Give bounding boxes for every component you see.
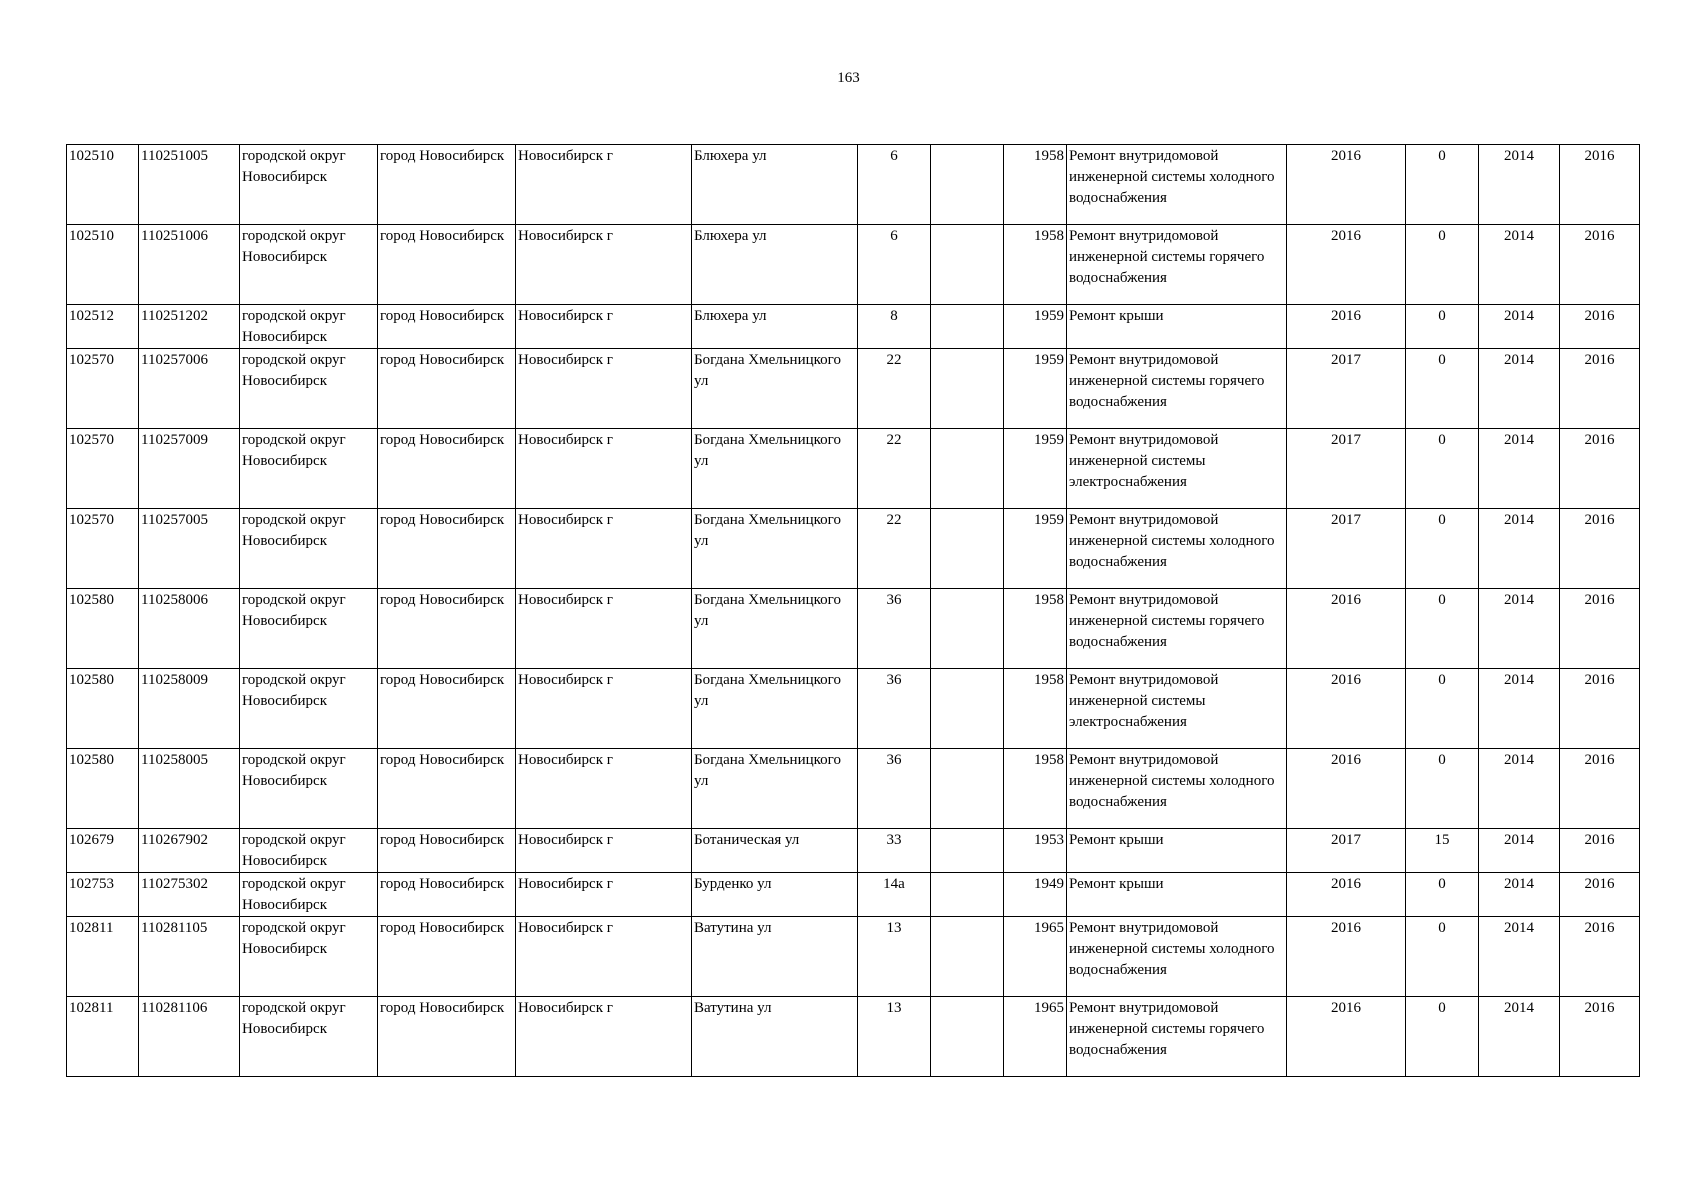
table-row xyxy=(67,749,1640,829)
house-number-cell: 22 xyxy=(858,429,931,509)
record-id-cell: 102570 xyxy=(67,509,139,589)
period-end-cell: 2016 xyxy=(1560,305,1640,349)
locality-cell: Новосибирск г xyxy=(516,829,692,873)
record-id-cell: 102811 xyxy=(67,917,139,997)
work-type-cell: Ремонт внутридомовой инженерной системы горячего водоснабжения xyxy=(1067,589,1287,669)
year-built-cell: 1958 xyxy=(1004,749,1067,829)
year-built-cell: 1959 xyxy=(1004,305,1067,349)
locality-cell: Новосибирск г xyxy=(516,225,692,305)
period-start-cell: 2014 xyxy=(1479,349,1560,429)
municipality-cell: городской округ Новосибирск xyxy=(240,145,378,225)
street-cell: Блюхера ул xyxy=(692,145,858,225)
work-type-cell: Ремонт крыши xyxy=(1067,305,1287,349)
page-number: 163 xyxy=(837,70,860,86)
settlement-cell: город Новосибирск xyxy=(378,509,516,589)
building-cell xyxy=(931,917,1004,997)
locality-cell: Новосибирск г xyxy=(516,145,692,225)
building-cell xyxy=(931,589,1004,669)
record-id-cell: 102580 xyxy=(67,669,139,749)
table-row xyxy=(67,349,1640,429)
plan-year-cell: 2017 xyxy=(1287,349,1406,429)
value-cell: 0 xyxy=(1406,669,1479,749)
municipality-cell: городской округ Новосибирск xyxy=(240,509,378,589)
settlement-cell: город Новосибирск xyxy=(378,917,516,997)
house-number-cell: 8 xyxy=(858,305,931,349)
settlement-cell: город Новосибирск xyxy=(378,589,516,669)
plan-year-cell: 2016 xyxy=(1287,305,1406,349)
house-number-cell: 13 xyxy=(858,997,931,1077)
table-row xyxy=(67,997,1640,1077)
street-cell: Богдана Хмельницкого ул xyxy=(692,749,858,829)
value-cell: 15 xyxy=(1406,829,1479,873)
value-cell: 0 xyxy=(1406,749,1479,829)
year-built-cell: 1965 xyxy=(1004,917,1067,997)
municipality-cell: городской округ Новосибирск xyxy=(240,829,378,873)
table-row xyxy=(67,145,1640,225)
locality-cell: Новосибирск г xyxy=(516,997,692,1077)
locality-cell: Новосибирск г xyxy=(516,917,692,997)
plan-year-cell: 2016 xyxy=(1287,589,1406,669)
year-built-cell: 1949 xyxy=(1004,873,1067,917)
street-cell: Блюхера ул xyxy=(692,225,858,305)
locality-cell: Новосибирск г xyxy=(516,873,692,917)
plan-year-cell: 2016 xyxy=(1287,997,1406,1077)
work-type-cell: Ремонт внутридомовой инженерной системы горячего водоснабжения xyxy=(1067,225,1287,305)
period-start-cell: 2014 xyxy=(1479,305,1560,349)
settlement-cell: город Новосибирск xyxy=(378,749,516,829)
element-code-cell: 110251202 xyxy=(139,305,240,349)
element-code-cell: 110257005 xyxy=(139,509,240,589)
value-cell: 0 xyxy=(1406,145,1479,225)
element-code-cell: 110257006 xyxy=(139,349,240,429)
settlement-cell: город Новосибирск xyxy=(378,305,516,349)
element-code-cell: 110251006 xyxy=(139,225,240,305)
year-built-cell: 1959 xyxy=(1004,349,1067,429)
period-start-cell: 2014 xyxy=(1479,225,1560,305)
year-built-cell: 1958 xyxy=(1004,669,1067,749)
building-cell xyxy=(931,225,1004,305)
work-type-cell: Ремонт внутридомовой инженерной системы холодного водоснабжения xyxy=(1067,145,1287,225)
period-end-cell: 2016 xyxy=(1560,225,1640,305)
plan-year-cell: 2017 xyxy=(1287,509,1406,589)
locality-cell: Новосибирск г xyxy=(516,429,692,509)
period-start-cell: 2014 xyxy=(1479,997,1560,1077)
plan-year-cell: 2016 xyxy=(1287,145,1406,225)
period-start-cell: 2014 xyxy=(1479,145,1560,225)
table-row xyxy=(67,669,1640,749)
street-cell: Ватутина ул xyxy=(692,997,858,1077)
municipality-cell: городской округ Новосибирск xyxy=(240,997,378,1077)
work-type-cell: Ремонт внутридомовой инженерной системы холодного водоснабжения xyxy=(1067,749,1287,829)
work-type-cell: Ремонт внутридомовой инженерной системы горячего водоснабжения xyxy=(1067,349,1287,429)
plan-year-cell: 2016 xyxy=(1287,917,1406,997)
locality-cell: Новосибирск г xyxy=(516,349,692,429)
building-cell xyxy=(931,509,1004,589)
municipality-cell: городской округ Новосибирск xyxy=(240,305,378,349)
year-built-cell: 1958 xyxy=(1004,225,1067,305)
period-end-cell: 2016 xyxy=(1560,589,1640,669)
building-cell xyxy=(931,873,1004,917)
element-code-cell: 110281106 xyxy=(139,997,240,1077)
house-number-cell: 22 xyxy=(858,349,931,429)
street-cell: Богдана Хмельницкого ул xyxy=(692,509,858,589)
settlement-cell: город Новосибирск xyxy=(378,997,516,1077)
value-cell: 0 xyxy=(1406,225,1479,305)
street-cell: Богдана Хмельницкого ул xyxy=(692,429,858,509)
period-start-cell: 2014 xyxy=(1479,917,1560,997)
record-id-cell: 102811 xyxy=(67,997,139,1077)
locality-cell: Новосибирск г xyxy=(516,589,692,669)
value-cell: 0 xyxy=(1406,589,1479,669)
table-row xyxy=(67,917,1640,997)
street-cell: Богдана Хмельницкого ул xyxy=(692,589,858,669)
table-row xyxy=(67,873,1640,917)
house-number-cell: 14а xyxy=(858,873,931,917)
element-code-cell: 110267902 xyxy=(139,829,240,873)
period-start-cell: 2014 xyxy=(1479,589,1560,669)
year-built-cell: 1959 xyxy=(1004,509,1067,589)
record-id-cell: 102512 xyxy=(67,305,139,349)
period-end-cell: 2016 xyxy=(1560,829,1640,873)
settlement-cell: город Новосибирск xyxy=(378,429,516,509)
period-start-cell: 2014 xyxy=(1479,873,1560,917)
year-built-cell: 1958 xyxy=(1004,145,1067,225)
municipality-cell: городской округ Новосибирск xyxy=(240,225,378,305)
municipality-cell: городской округ Новосибирск xyxy=(240,429,378,509)
settlement-cell: город Новосибирск xyxy=(378,225,516,305)
record-id-cell: 102510 xyxy=(67,145,139,225)
year-built-cell: 1958 xyxy=(1004,589,1067,669)
plan-year-cell: 2017 xyxy=(1287,829,1406,873)
plan-year-cell: 2017 xyxy=(1287,429,1406,509)
table-row xyxy=(67,225,1640,305)
registry-table xyxy=(66,144,1640,1077)
record-id-cell: 102679 xyxy=(67,829,139,873)
value-cell: 0 xyxy=(1406,305,1479,349)
element-code-cell: 110258009 xyxy=(139,669,240,749)
plan-year-cell: 2016 xyxy=(1287,873,1406,917)
work-type-cell: Ремонт внутридомовой инженерной системы холодного водоснабжения xyxy=(1067,509,1287,589)
period-start-cell: 2014 xyxy=(1479,669,1560,749)
settlement-cell: город Новосибирск xyxy=(378,669,516,749)
municipality-cell: городской округ Новосибирск xyxy=(240,349,378,429)
building-cell xyxy=(931,749,1004,829)
value-cell: 0 xyxy=(1406,429,1479,509)
period-end-cell: 2016 xyxy=(1560,145,1640,225)
table-row xyxy=(67,589,1640,669)
period-end-cell: 2016 xyxy=(1560,997,1640,1077)
year-built-cell: 1965 xyxy=(1004,997,1067,1077)
settlement-cell: город Новосибирск xyxy=(378,349,516,429)
building-cell xyxy=(931,145,1004,225)
street-cell: Богдана Хмельницкого ул xyxy=(692,349,858,429)
municipality-cell: городской округ Новосибирск xyxy=(240,669,378,749)
locality-cell: Новосибирск г xyxy=(516,669,692,749)
period-end-cell: 2016 xyxy=(1560,749,1640,829)
work-type-cell: Ремонт внутридомовой инженерной системы горячего водоснабжения xyxy=(1067,997,1287,1077)
plan-year-cell: 2016 xyxy=(1287,749,1406,829)
table-row xyxy=(67,429,1640,509)
building-cell xyxy=(931,829,1004,873)
record-id-cell: 102510 xyxy=(67,225,139,305)
building-cell xyxy=(931,305,1004,349)
locality-cell: Новосибирск г xyxy=(516,749,692,829)
period-end-cell: 2016 xyxy=(1560,429,1640,509)
settlement-cell: город Новосибирск xyxy=(378,829,516,873)
work-type-cell: Ремонт крыши xyxy=(1067,829,1287,873)
table-row xyxy=(67,509,1640,589)
year-built-cell: 1959 xyxy=(1004,429,1067,509)
element-code-cell: 110258006 xyxy=(139,589,240,669)
record-id-cell: 102570 xyxy=(67,349,139,429)
period-end-cell: 2016 xyxy=(1560,873,1640,917)
house-number-cell: 33 xyxy=(858,829,931,873)
settlement-cell: город Новосибирск xyxy=(378,873,516,917)
period-start-cell: 2014 xyxy=(1479,509,1560,589)
building-cell xyxy=(931,429,1004,509)
period-end-cell: 2016 xyxy=(1560,349,1640,429)
element-code-cell: 110281105 xyxy=(139,917,240,997)
record-id-cell: 102580 xyxy=(67,589,139,669)
value-cell: 0 xyxy=(1406,873,1479,917)
table-row xyxy=(67,305,1640,349)
building-cell xyxy=(931,349,1004,429)
plan-year-cell: 2016 xyxy=(1287,669,1406,749)
period-end-cell: 2016 xyxy=(1560,669,1640,749)
element-code-cell: 110251005 xyxy=(139,145,240,225)
locality-cell: Новосибирск г xyxy=(516,509,692,589)
plan-year-cell: 2016 xyxy=(1287,225,1406,305)
element-code-cell: 110257009 xyxy=(139,429,240,509)
record-id-cell: 102753 xyxy=(67,873,139,917)
house-number-cell: 36 xyxy=(858,589,931,669)
record-id-cell: 102580 xyxy=(67,749,139,829)
settlement-cell: город Новосибирск xyxy=(378,145,516,225)
municipality-cell: городской округ Новосибирск xyxy=(240,917,378,997)
table-row xyxy=(67,829,1640,873)
value-cell: 0 xyxy=(1406,349,1479,429)
street-cell: Бурденко ул xyxy=(692,873,858,917)
value-cell: 0 xyxy=(1406,917,1479,997)
house-number-cell: 6 xyxy=(858,145,931,225)
street-cell: Богдана Хмельницкого ул xyxy=(692,669,858,749)
municipality-cell: городской округ Новосибирск xyxy=(240,873,378,917)
year-built-cell: 1953 xyxy=(1004,829,1067,873)
period-start-cell: 2014 xyxy=(1479,749,1560,829)
table-body xyxy=(67,145,1640,1077)
work-type-cell: Ремонт внутридомовой инженерной системы холодного водоснабжения xyxy=(1067,917,1287,997)
house-number-cell: 22 xyxy=(858,509,931,589)
period-start-cell: 2014 xyxy=(1479,829,1560,873)
record-id-cell: 102570 xyxy=(67,429,139,509)
house-number-cell: 6 xyxy=(858,225,931,305)
house-number-cell: 13 xyxy=(858,917,931,997)
element-code-cell: 110258005 xyxy=(139,749,240,829)
locality-cell: Новосибирск г xyxy=(516,305,692,349)
street-cell: Ватутина ул xyxy=(692,917,858,997)
period-start-cell: 2014 xyxy=(1479,429,1560,509)
municipality-cell: городской округ Новосибирск xyxy=(240,749,378,829)
house-number-cell: 36 xyxy=(858,669,931,749)
value-cell: 0 xyxy=(1406,509,1479,589)
municipality-cell: городской округ Новосибирск xyxy=(240,589,378,669)
street-cell: Блюхера ул xyxy=(692,305,858,349)
period-end-cell: 2016 xyxy=(1560,917,1640,997)
work-type-cell: Ремонт внутридомовой инженерной системы электроснабжения xyxy=(1067,669,1287,749)
building-cell xyxy=(931,997,1004,1077)
street-cell: Ботаническая ул xyxy=(692,829,858,873)
value-cell: 0 xyxy=(1406,997,1479,1077)
building-cell xyxy=(931,669,1004,749)
house-number-cell: 36 xyxy=(858,749,931,829)
work-type-cell: Ремонт крыши xyxy=(1067,873,1287,917)
work-type-cell: Ремонт внутридомовой инженерной системы электроснабжения xyxy=(1067,429,1287,509)
element-code-cell: 110275302 xyxy=(139,873,240,917)
period-end-cell: 2016 xyxy=(1560,509,1640,589)
